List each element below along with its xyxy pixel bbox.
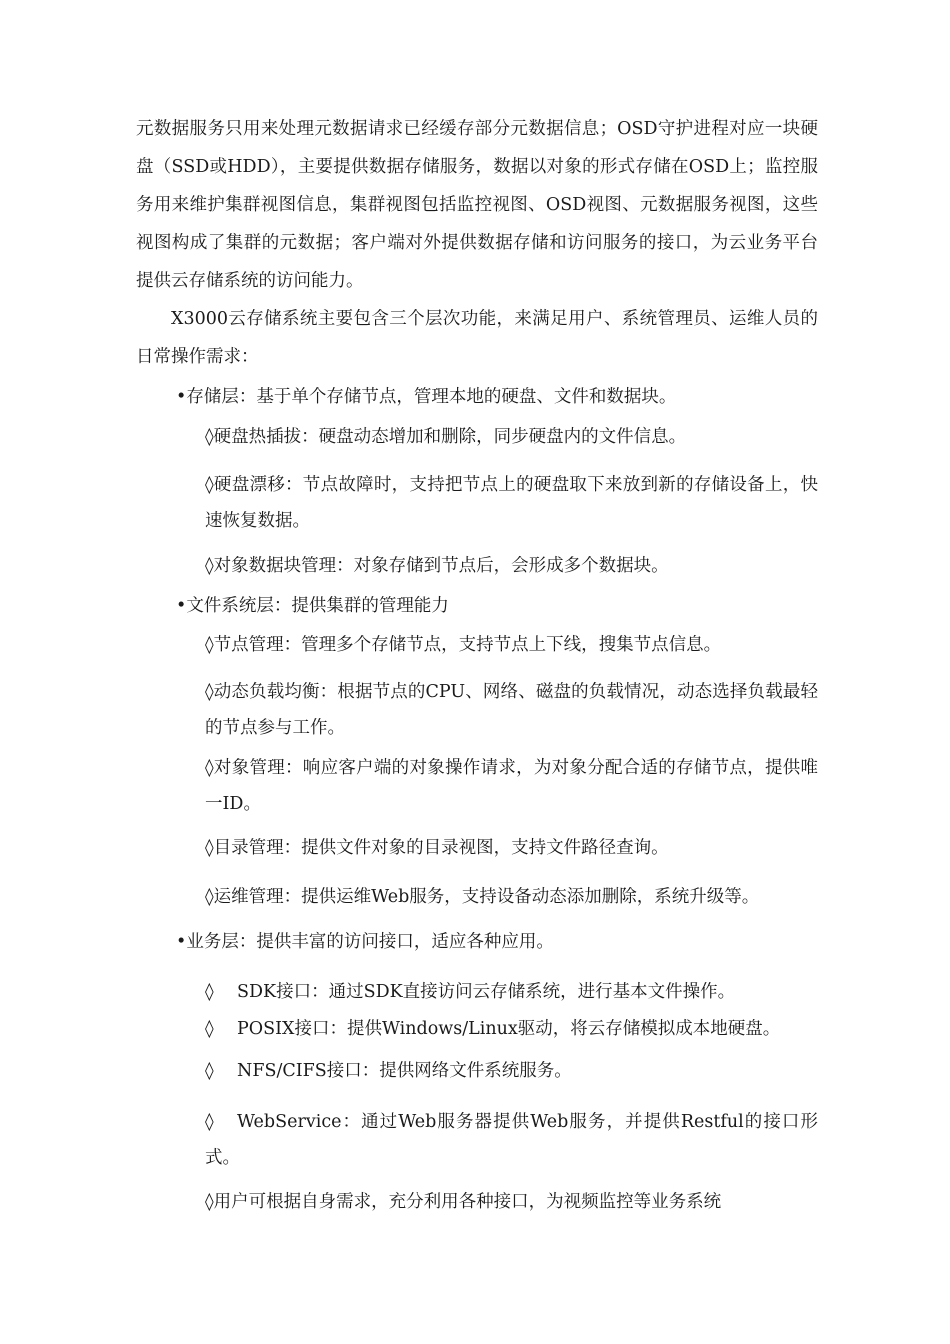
fs-item-load-balancing: ◊动态负载均衡：根据节点的CPU、网络、磁盘的负载情况，动态选择负载最轻的节点参与工作。 — [205, 682, 818, 738]
fs-item-ops-management: ◊运维管理：提供运维Web服务，支持设备动态添加删除，系统升级等。 — [205, 887, 760, 907]
diamond-bullet-icon: ◊ — [205, 1019, 214, 1039]
biz-item-posix — [205, 1017, 780, 1041]
diamond-bullet-icon: ◊ — [205, 982, 214, 1002]
fs-item-node-management: ◊节点管理：管理多个存储节点，支持节点上下线，搜集节点信息。 — [205, 635, 722, 655]
biz-tail-text: ◊用户可根据自身需求，充分利用各种接口，为视频监控等业务系统 — [205, 1192, 722, 1212]
fs-layer-heading: •文件系统层：提供集群的管理能力 — [176, 596, 449, 616]
storage-item-disk-drift: ◊硬盘漂移：节点故障时，支持把节点上的硬盘取下来放到新的存储设备上，快速恢复数据。 — [205, 475, 818, 531]
biz-item-sdk-text: SDK接口：通过SDK直接访问云存储系统，进行基本文件操作。 — [237, 982, 736, 1002]
storage-item-object-block: ◊对象数据块管理：对象存储到节点后，会形成多个数据块。 — [205, 556, 669, 576]
biz-item-nfs-cifs-text: NFS/CIFS接口：提供网络文件系统服务。 — [237, 1061, 572, 1081]
fs-item-directory-management: ◊目录管理：提供文件对象的目录视图，支持文件路径查询。 — [205, 838, 669, 858]
biz-item-sdk — [205, 980, 735, 1004]
body-paragraph-1: 元数据服务只用来处理元数据请求已经缓存部分元数据信息；OSD守护进程对应一块硬盘（SSD或HDD），主要提供数据存储服务，数据以对象的形式存储在OSD上；监控服务用来维护集群视图信息，集群视图包括监控视图、OSD视图、元数据服务视图，这些视图构成了集群的元数据；客户端对外提供数据存储和访问服务的接口，为云业务平台提供云存储系统的访问能力。 — [136, 119, 818, 291]
diamond-bullet-icon: ◊ — [205, 1112, 214, 1132]
storage-layer-heading: •存储层：基于单个存储节点，管理本地的硬盘、文件和数据块。 — [176, 387, 677, 407]
biz-item-nfs-cifs — [205, 1059, 572, 1083]
biz-item-webservice — [205, 1104, 818, 1176]
body-paragraph-2: X3000云存储系统主要包含三个层次功能，来满足用户、系统管理员、运维人员的日常操作需求： — [136, 309, 818, 367]
biz-layer-heading: •业务层：提供丰富的访问接口，适应各种应用。 — [176, 932, 554, 952]
fs-item-object-management: ◊对象管理：响应客户端的对象操作请求，为对象分配合适的存储节点，提供唯一ID。 — [205, 758, 818, 814]
biz-item-webservice-text: WebService：通过Web服务器提供Web服务，并提供Restful的接口形式。 — [205, 1112, 818, 1168]
storage-item-hot-plug: ◊硬盘热插拔：硬盘动态增加和删除，同步硬盘内的文件信息。 — [205, 427, 687, 447]
biz-item-posix-text: POSIX接口：提供Windows/Linux驱动，将云存储模拟成本地硬盘。 — [237, 1019, 781, 1039]
diamond-bullet-icon: ◊ — [205, 1061, 214, 1081]
